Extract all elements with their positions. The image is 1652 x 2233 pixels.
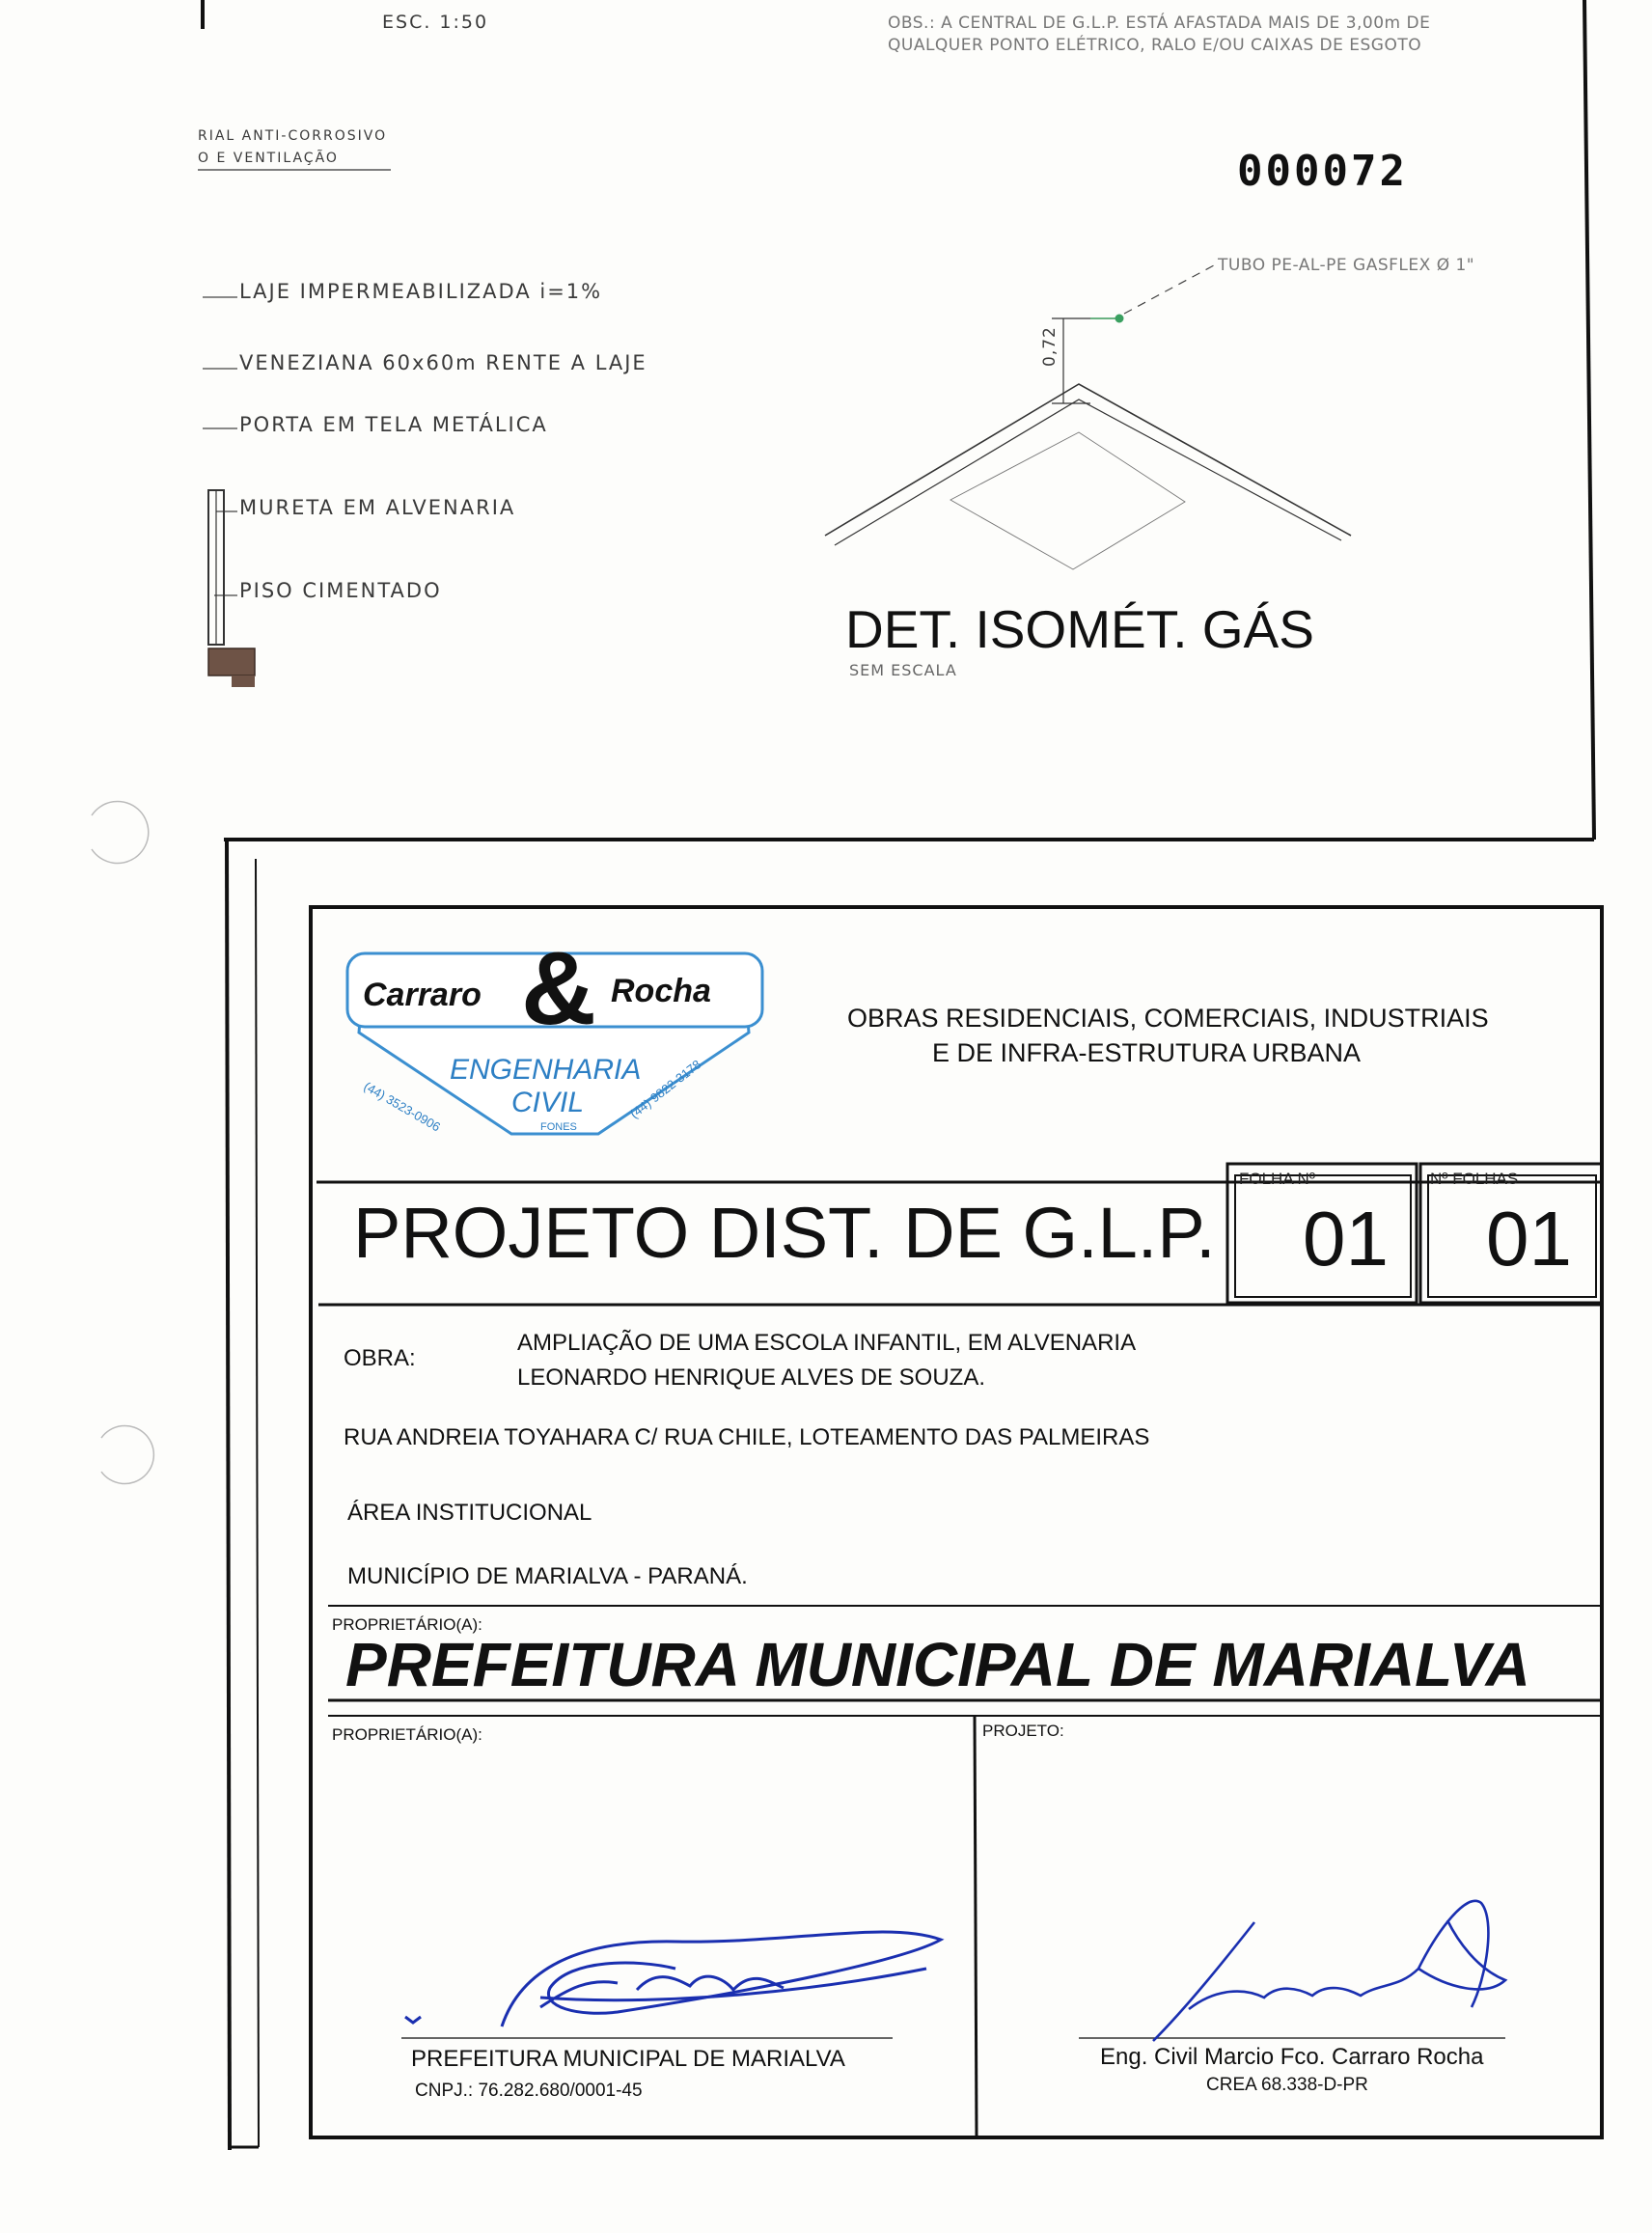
callout-veneziana: VENEZIANA 60x60m RENTE A LAJE bbox=[239, 351, 647, 374]
isometric-gas-detail bbox=[825, 265, 1351, 569]
company-line-1: OBRAS RESIDENCIAIS, COMERCIAIS, INDUSTRIAIS bbox=[847, 1004, 1489, 1033]
logo-phone-left: (44) 3523-0906 bbox=[361, 1079, 443, 1135]
sheets-value: 01 bbox=[1486, 1196, 1572, 1282]
owner-cnpj: CNPJ.: 76.282.680/0001-45 bbox=[415, 2081, 643, 2101]
area: ÁREA INSTITUCIONAL bbox=[347, 1500, 592, 1526]
callout-porta: PORTA EM TELA METÁLICA bbox=[239, 413, 548, 436]
obra-line-1: AMPLIAÇÃO DE UMA ESCOLA INFANTIL, EM ALVENARIA bbox=[517, 1330, 1137, 1356]
callout-laje: LAJE IMPERMEABILIZADA i=1% bbox=[239, 280, 603, 303]
partial-label-1: RIAL ANTI-CORROSIVO bbox=[198, 128, 388, 144]
logo-word-left: Carraro bbox=[363, 977, 482, 1013]
sheet-label: FOLHA Nº bbox=[1239, 1170, 1315, 1188]
owner-label: PROPRIETÁRIO(A): bbox=[332, 1615, 482, 1634]
obra-label: OBRA: bbox=[344, 1345, 416, 1371]
callout-mureta: MURETA EM ALVENARIA bbox=[239, 496, 516, 519]
logo-line-2: CIVIL bbox=[511, 1087, 585, 1118]
detail-subtitle: SEM ESCALA bbox=[849, 661, 957, 679]
municipality: MUNICÍPIO DE MARIALVA - PARANÁ. bbox=[347, 1563, 748, 1589]
engineer-name: Eng. Civil Marcio Fco. Carraro Rocha bbox=[1100, 2044, 1484, 2070]
pipe-label: TUBO PE-AL-PE GASFLEX Ø 1" bbox=[1218, 256, 1475, 275]
frame-left bbox=[227, 840, 230, 2150]
note-line-1: OBS.: A CENTRAL DE G.L.P. ESTÁ AFASTADA MAIS DE 3,00m DE bbox=[888, 14, 1431, 33]
partial-label-2: O E VENTILAÇÃO bbox=[198, 151, 339, 166]
callout-piso: PISO CIMENTADO bbox=[239, 579, 442, 602]
owner-sig-name: PREFEITURA MUNICIPAL DE MARIALVA bbox=[411, 2046, 845, 2072]
logo-phones-label: FONES bbox=[540, 1121, 577, 1133]
detail-title: DET. ISOMÉT. GÁS bbox=[845, 599, 1314, 659]
logo-line-1: ENGENHARIA bbox=[450, 1054, 642, 1086]
dimension-label: 0,72 bbox=[1040, 326, 1060, 367]
owner-sig-label: PROPRIETÁRIO(A): bbox=[332, 1725, 482, 1744]
owner-name: PREFEITURA MUNICIPAL DE MARIALVA bbox=[345, 1630, 1530, 1699]
sheets-label: Nº FOLHAS bbox=[1430, 1170, 1519, 1188]
sheet-value: 01 bbox=[1303, 1196, 1389, 1282]
address: RUA ANDREIA TOYAHARA C/ RUA CHILE, LOTEAMENTO DAS PALMEIRAS bbox=[344, 1424, 1150, 1450]
logo-phone-right: (44) 9822-3178 bbox=[627, 1057, 704, 1121]
logo-ampersand: & bbox=[521, 929, 596, 1046]
scale-label: ESC. 1:50 bbox=[382, 12, 489, 33]
logo-word-right: Rocha bbox=[611, 973, 711, 1009]
company-line-2: E DE INFRA-ESTRUTURA URBANA bbox=[932, 1038, 1362, 1067]
stamp-number: 000072 bbox=[1237, 147, 1408, 196]
obra-line-2: LEONARDO HENRIQUE ALVES DE SOUZA. bbox=[517, 1365, 986, 1391]
floor-slab-icon bbox=[208, 648, 255, 675]
owner-signature bbox=[405, 1932, 941, 2026]
note-line-2: QUALQUER PONTO ELÉTRICO, RALO E/OU CAIXAS DE ESGOTO bbox=[888, 36, 1422, 55]
engineer-signature bbox=[1153, 1901, 1505, 2041]
upper-frame-right bbox=[1584, 0, 1594, 840]
engineer-crea: CREA 68.338-D-PR bbox=[1206, 2075, 1368, 2095]
project-title: PROJETO DIST. DE G.L.P. bbox=[353, 1193, 1216, 1273]
project-label: PROJETO: bbox=[982, 1722, 1064, 1740]
